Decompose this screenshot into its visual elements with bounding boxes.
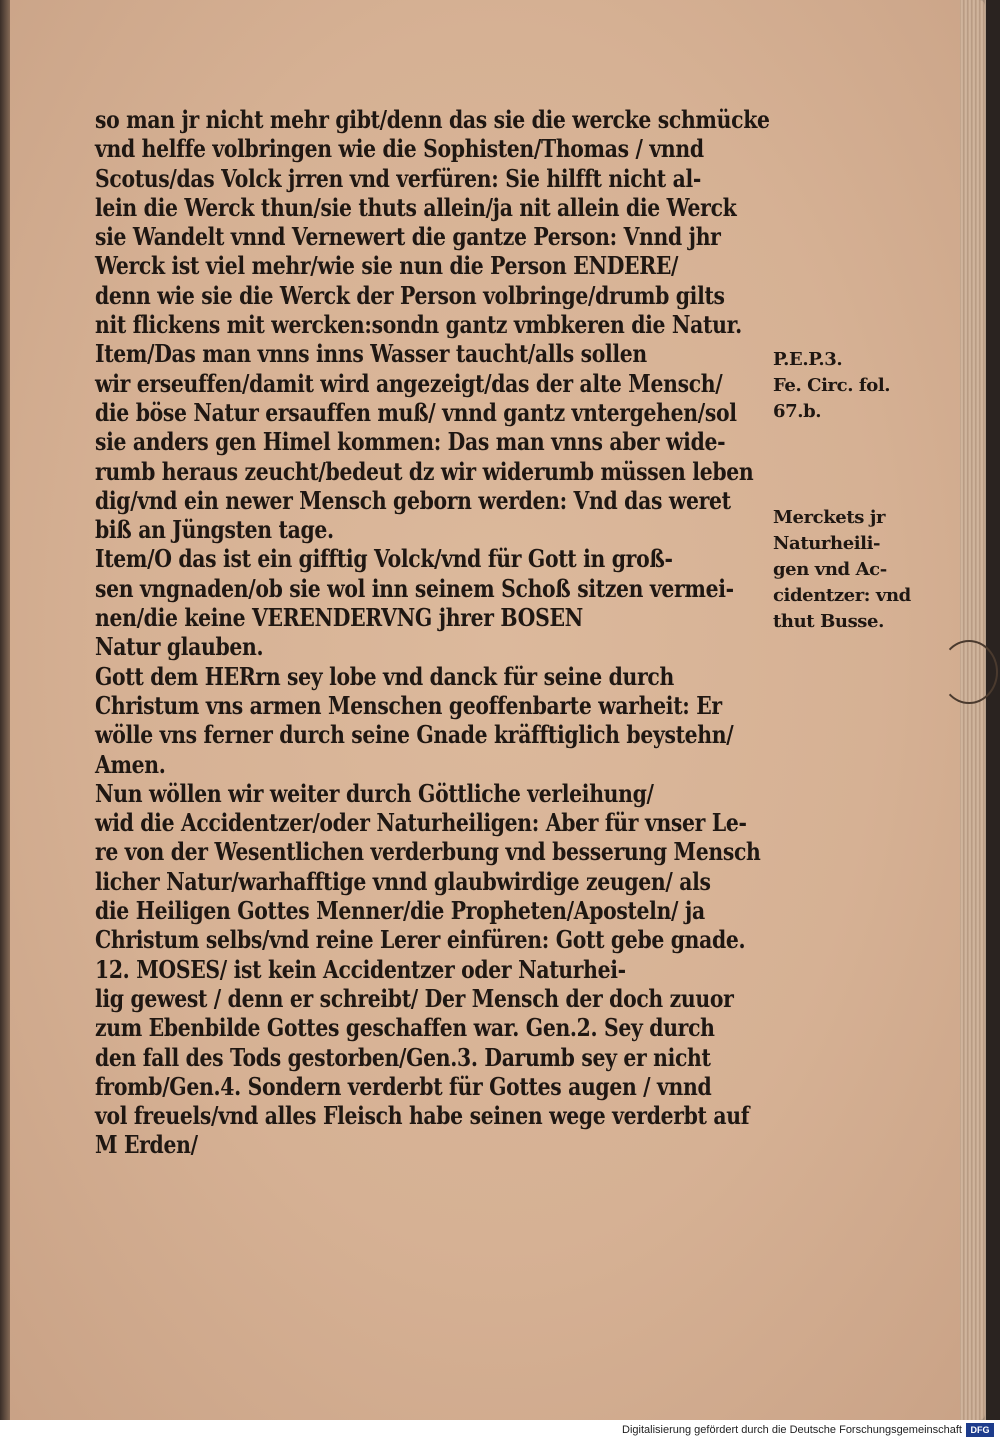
text-line: vol freuels/vnd alles Fleisch habe seinen wege verderbt auf <box>95 1101 750 1131</box>
margin-note-line: thut Busse. <box>773 611 884 632</box>
text-line: Item/O das ist ein gifftig Volck/vnd für Gott in groß- <box>95 544 673 574</box>
margin-note-line: P.E.P.3. <box>773 349 843 370</box>
text-line: wir erseuffen/damit wird angezeigt/das der alte Mensch/ <box>95 368 723 398</box>
text-line: M Erden/ <box>95 1130 198 1160</box>
text-line: Natur glauben. <box>95 632 264 662</box>
margin-note-line: 67.b. <box>773 401 822 422</box>
text-line: wid die Accidentzer/oder Naturheiligen: Aber für vnser Le- <box>95 808 747 838</box>
footer-credit: Digitalisierung gefördert durch die Deutsche Forschungsgemeinschaft <box>622 1424 962 1436</box>
text-line: Werck ist viel mehr/wie sie nun die Person ENDERE/ <box>95 251 679 281</box>
clip-ring <box>940 640 998 704</box>
text-line: re von der Wesentlichen verderbung vnd besserung Mensch <box>95 837 761 867</box>
margin-note-line: cidentzer: vnd <box>773 585 911 606</box>
text-line: den fall des Tods gestorben/Gen.3. Darumb sey er nicht <box>95 1042 711 1072</box>
text-line: rumb heraus zeucht/bedeut dz wir widerumb müssen leben <box>95 456 754 486</box>
text-line: Item/Das man vnns inns Wasser taucht/alls sollen <box>95 339 647 369</box>
text-line: so man jr nicht mehr gibt/denn das sie die wercke schmücke <box>95 105 770 134</box>
text-line: nen/die keine VERENDERVNG jhrer BOSEN <box>95 603 583 633</box>
text-line: Christum vns armen Menschen geoffenbarte warheit: Er <box>95 690 722 720</box>
text-line: Gott dem HERrn sey lobe vnd danck für seine durch <box>95 661 674 691</box>
page-edge-stack <box>960 0 986 1420</box>
text-line: sen vngnaden/ob sie wol inn seinem Schoß sitzen vermei- <box>95 573 734 603</box>
text-line: dig/vnd ein newer Mensch geborn werden: Vnd das weret <box>95 485 731 515</box>
text-line: wölle vns ferner durch seine Gnade kräfftiglich beystehn/ <box>95 720 734 750</box>
text-line: denn wie sie die Werck der Person volbringe/drumb gilts <box>95 280 725 310</box>
margin-note-line: Naturheili- <box>773 533 881 554</box>
text-line: Nun wöllen wir weiter durch Göttliche verleihung/ <box>95 778 654 808</box>
text-line: licher Natur/warhafftige vnnd glaubwirdige zeugen/ als <box>95 866 711 896</box>
text-line: lein die Werck thun/sie thuts allein/ja nit allein die Werck <box>95 192 737 222</box>
text-line: fromb/Gen.4. Sondern verderbt für Gottes augen / vnnd <box>95 1071 712 1101</box>
text-line: lig gewest / denn er schreibt/ Der Mensch der doch zuuor <box>95 983 734 1013</box>
text-line: sie anders gen Himel kommen: Das man vnns aber wide- <box>95 427 726 457</box>
margin-notes <box>773 347 911 635</box>
text-line: nit flickens mit wercken:sondn gantz vmbkeren die Natur. <box>95 310 742 340</box>
text-line: vnd helffe volbringen wie die Sophisten/Thomas / vnnd <box>95 134 704 164</box>
text-line: biß an Jüngsten tage. <box>95 515 334 545</box>
text-line: die böse Natur ersauffen muß/ vnnd gantz vntergehen/sol <box>95 397 737 427</box>
text-line: sie Wandelt vnnd Vernewert die gantze Person: Vnnd jhr <box>95 222 721 252</box>
margin-note-line: Merckets jr <box>773 507 886 528</box>
dfg-logo-icon: DFG <box>966 1423 994 1437</box>
text-line: 12. MOSES/ ist kein Accidentzer oder Naturhei- <box>95 954 626 984</box>
margin-note-reference <box>773 347 911 425</box>
footer-bar <box>0 1420 1000 1443</box>
margin-note-line: Fe. Circ. fol. <box>773 375 891 396</box>
text-line: Scotus/das Volck jrren vnd verfüren: Sie hilfft nicht al- <box>95 163 701 193</box>
margin-spacer <box>773 425 911 505</box>
margin-note-line: gen vnd Ac- <box>773 559 887 580</box>
text-line: die Heiligen Gottes Menner/die Propheten/Aposteln/ ja <box>95 896 705 926</box>
margin-note-comment <box>773 505 911 635</box>
text-line: zum Ebenbilde Gottes geschaffen war. Gen.2. Sey durch <box>95 1013 715 1043</box>
text-line: Amen. <box>95 749 166 779</box>
text-line: Christum selbs/vnd reine Lerer einfüren: Gott gebe gnade. <box>95 925 746 955</box>
